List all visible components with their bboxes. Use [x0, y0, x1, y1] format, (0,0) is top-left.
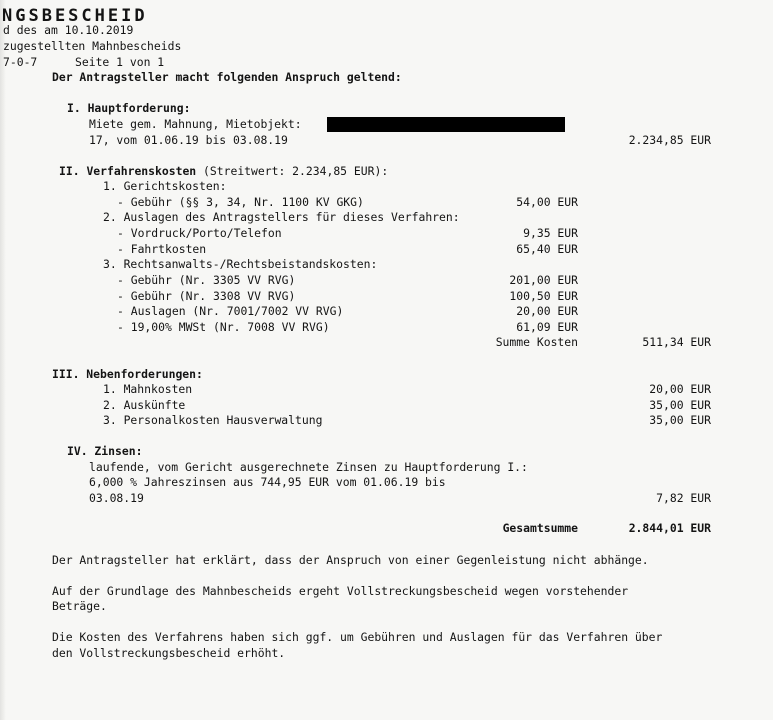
footer-paragraph-2-line-1: Auf der Grundlage des Mahnbescheids ergeht Vollstreckungsbescheid wegen vorstehender	[52, 584, 629, 598]
footer-paragraph-3-line-1: Die Kosten des Verfahrens haben sich ggf. um Gebühren und Auslagen für das Verfahren über	[52, 630, 663, 644]
side-claim-amount: 20,00 EUR	[649, 382, 711, 396]
interest-line-3: 03.08.19	[89, 491, 144, 505]
cost-item-amount: 201,00 EUR	[509, 273, 578, 287]
cost-item-label: - 19,00% MWSt (Nr. 7008 VV RVG)	[117, 320, 330, 334]
cost-item-amount: 54,00 EUR	[516, 195, 578, 209]
sum-costs-label: Summe Kosten	[495, 335, 578, 349]
side-claim-amount: 35,00 EUR	[649, 413, 711, 427]
section-2-streitwert: (Streitwert: 2.234,85 EUR):	[203, 164, 389, 178]
section-2-heading	[59, 164, 388, 178]
section-1-amount: 2.234,85 EUR	[628, 133, 711, 147]
page-number: Seite 1 von 1	[75, 55, 165, 69]
scan-edge-shadow	[0, 0, 6, 720]
interest-line-1: laufende, vom Gericht ausgerechnete Zinsen zu Hauptforderung I.:	[89, 460, 528, 474]
footer-paragraph-1: Der Antragsteller hat erklärt, dass der Anspruch von einer Gegenleistung nicht abhänge.	[52, 553, 649, 567]
section-1-line-1: Miete gem. Mahnung, Mietobjekt:	[89, 117, 302, 131]
cost-item-label: 2. Auslagen des Antragstellers für dieses Verfahren:	[103, 210, 460, 224]
cost-item-amount: 61,09 EUR	[516, 320, 578, 334]
cost-item-label: - Gebühr (Nr. 3305 VV RVG)	[117, 273, 296, 287]
sum-costs-amount: 511,34 EUR	[642, 335, 711, 349]
footer-paragraph-2-line-2: Beträge.	[52, 599, 107, 613]
total-amount: 2.844,01 EUR	[628, 521, 711, 535]
side-claim-amount: 35,00 EUR	[649, 398, 711, 412]
cost-item-amount: 65,40 EUR	[516, 242, 578, 256]
section-4-heading: IV. Zinsen:	[67, 444, 143, 458]
cost-item-amount: 9,35 EUR	[523, 226, 578, 240]
intro-text: Der Antragsteller macht folgenden Anspruch geltend:	[52, 70, 402, 84]
cost-item-label: - Vordruck/Porto/Telefon	[117, 226, 282, 240]
header-code: 7-0-7	[3, 55, 38, 69]
cost-item-label: 1. Gerichtskosten:	[103, 179, 227, 193]
side-claim-label: 1. Mahnkosten	[103, 382, 193, 396]
section-2-numeral: II.	[59, 164, 80, 178]
interest-line-2: 6,000 % Jahreszinsen aus 744,95 EUR vom 01.06.19 bis	[89, 475, 446, 489]
total-label: Gesamtsumme	[502, 521, 578, 535]
document-title: NGSBESCHEID	[2, 6, 148, 26]
section-2-title: Verfahrenskosten	[86, 164, 197, 178]
cost-item-label: - Gebühr (§§ 3, 34, Nr. 1100 KV GKG)	[117, 195, 364, 209]
redaction-bar	[327, 117, 565, 132]
cost-item-label: - Auslagen (Nr. 7001/7002 VV RVG)	[117, 304, 344, 318]
cost-item-label: - Gebühr (Nr. 3308 VV RVG)	[117, 289, 296, 303]
cost-item-amount: 100,50 EUR	[509, 289, 578, 303]
cost-item-amount: 20,00 EUR	[516, 304, 578, 318]
interest-amount: 7,82 EUR	[656, 491, 711, 505]
header-line-1: d des am 10.10.2019	[3, 23, 134, 37]
section-3-heading: III. Nebenforderungen:	[52, 367, 203, 381]
cost-item-label: 3. Rechtsanwalts-/Rechtsbeistandskosten:	[103, 257, 378, 271]
section-1-heading: I. Hauptforderung:	[67, 101, 191, 115]
footer-paragraph-3-line-2: den Vollstreckungsbescheid erhöht.	[52, 646, 286, 660]
side-claim-label: 2. Auskünfte	[103, 398, 186, 412]
header-line-2: zugestellten Mahnbescheids	[3, 39, 182, 53]
section-1-line-2: 17, vom 01.06.19 bis 03.08.19	[89, 133, 288, 147]
side-claim-label: 3. Personalkosten Hausverwaltung	[103, 413, 323, 427]
cost-item-label: - Fahrtkosten	[117, 242, 207, 256]
